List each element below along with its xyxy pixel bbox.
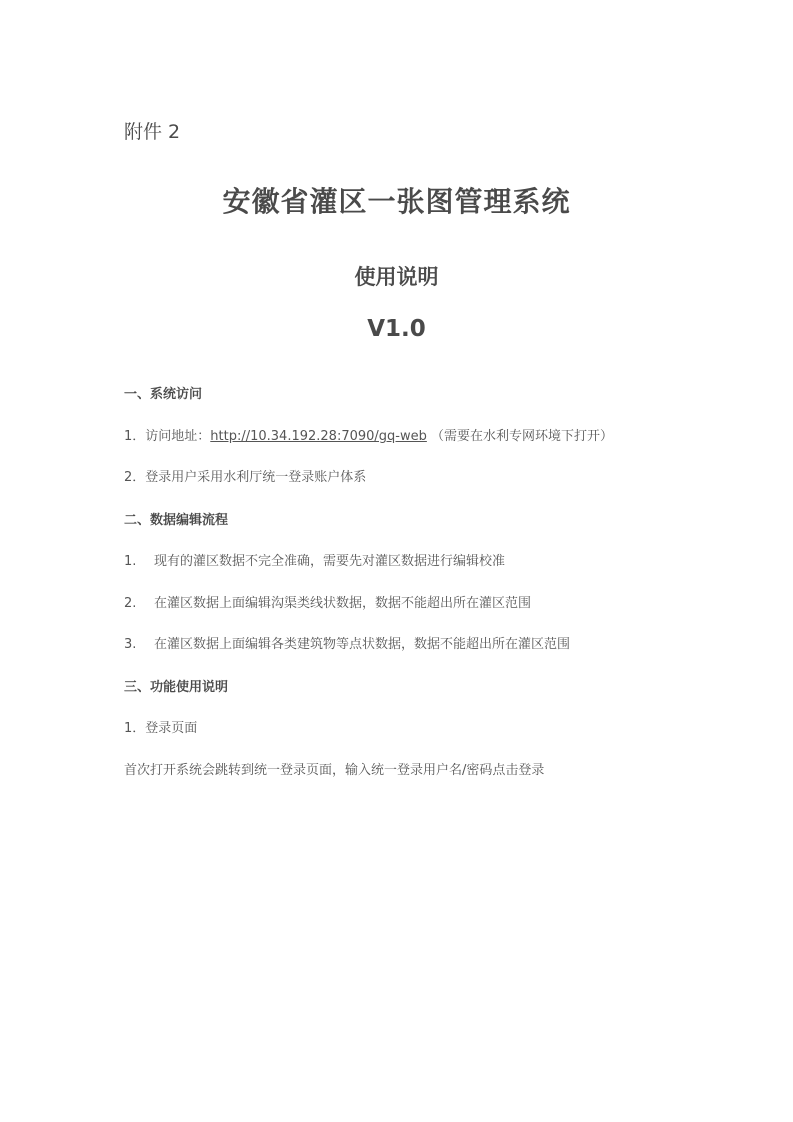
edit-flow-item-number: 1.	[124, 554, 137, 569]
edit-flow-item-text: 在灌区数据上面编辑沟渠类线状数据，数据不能超出所在灌区范围	[154, 596, 532, 611]
document-subtitle: 使用说明	[354, 265, 439, 289]
section-heading-edit-flow: 二、数据编辑流程	[124, 513, 229, 528]
edit-flow-item	[124, 592, 531, 611]
edit-flow-item-number: 3.	[124, 637, 137, 652]
section-heading-features: 三、功能使用说明	[124, 680, 229, 695]
edit-flow-item	[124, 550, 505, 569]
section-heading-access: 一、系统访问	[124, 387, 203, 402]
access-address-link[interactable]: http://10.34.192.28:7090/gq-web	[210, 429, 427, 444]
access-address-prefix: 1．访问地址：	[124, 429, 211, 444]
login-page-heading: 1．登录页面	[124, 721, 198, 736]
access-address-line	[124, 425, 613, 444]
edit-flow-item-text: 在灌区数据上面编辑各类建筑物等点状数据，数据不能超出所在灌区范围	[154, 637, 571, 652]
login-account-line: 2．登录用户采用水利厅统一登录账户体系	[124, 470, 367, 485]
edit-flow-item-text: 现有的灌区数据不完全准确，需要先对灌区数据进行编辑校准	[154, 554, 506, 569]
login-page-description: 首次打开系统会跳转到统一登录页面，输入统一登录用户名/密码点击登录	[124, 763, 545, 778]
access-address-note: （需要在水利专网环境下打开）	[431, 429, 614, 444]
edit-flow-item-number: 2.	[124, 596, 137, 611]
document-title: 安徽省灌区一张图管理系统	[222, 185, 571, 218]
attachment-label: 附件 2	[124, 121, 181, 143]
document-version: V1.0	[367, 316, 426, 342]
edit-flow-item	[124, 633, 570, 652]
